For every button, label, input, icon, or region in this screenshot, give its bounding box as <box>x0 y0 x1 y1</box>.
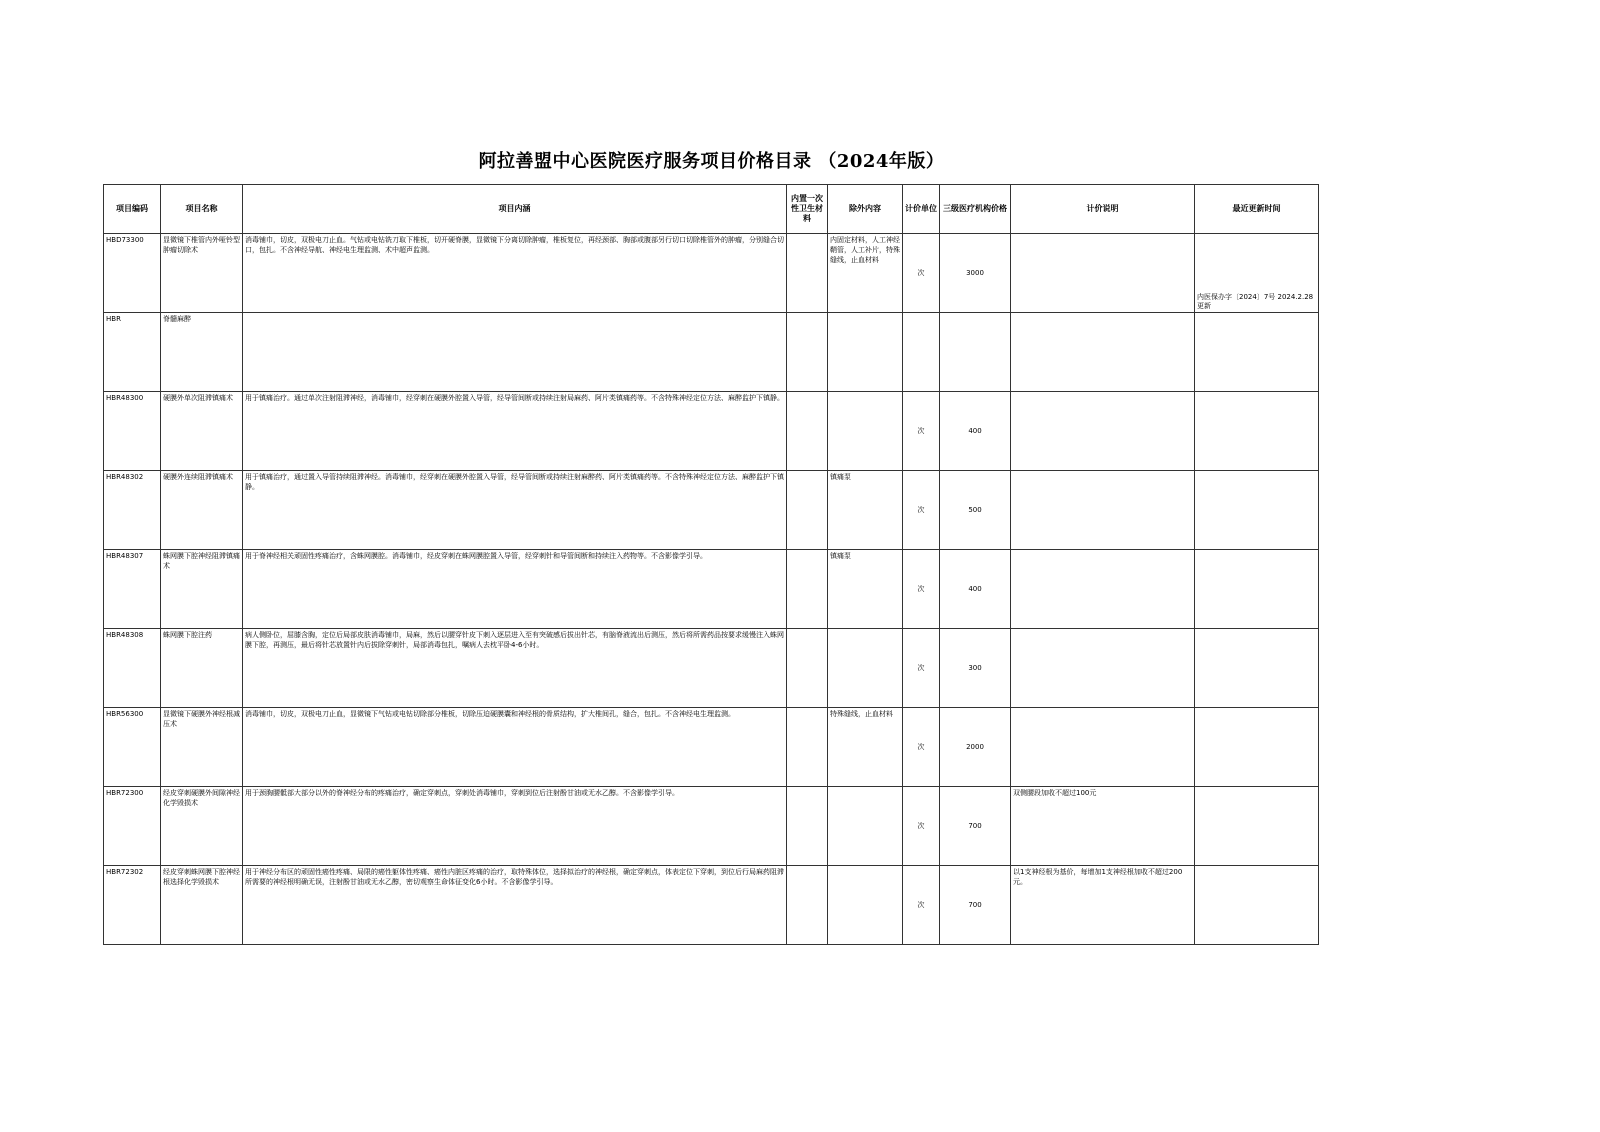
cell-updated <box>1195 313 1319 392</box>
cell-content: 用于镇痛治疗。通过单次注射阻滞神经，消毒铺巾，经穿刺在硬膜外腔置入导管，经导管间断或持续注射局麻药、阿片类镇痛药等。不含特殊神经定位方法、麻醉监护下镇静。 <box>243 392 787 471</box>
cell-note <box>1011 392 1195 471</box>
cell-content <box>243 313 787 392</box>
cell-price: 2000 <box>940 708 1011 787</box>
cell-unit <box>903 313 940 392</box>
cell-excluded: 镇痛泵 <box>828 550 903 629</box>
cell-unit: 次 <box>903 708 940 787</box>
cell-name: 蛛网膜下腔神经阻滞镇痛术 <box>161 550 243 629</box>
cell-price: 700 <box>940 787 1011 866</box>
cell-code: HBR48308 <box>104 629 161 708</box>
table-row <box>104 392 1319 471</box>
cell-price: 400 <box>940 392 1011 471</box>
cell-content: 病人侧卧位，屈膝含胸，定位后局部皮肤消毒铺巾，局麻，然后以腰穿针皮下刺入逐层进入至有突破感后拔出针芯，有脑脊液流出后测压，然后将所需药品按要求缓慢注入蛛网膜下腔，再测压，最后将针芯放置针内后拔除穿刺针，局部消毒包扎，嘱病人去枕平卧4-6小时。 <box>243 629 787 708</box>
page-title: 阿拉善盟中心医院医疗服务项目价格目录 （2024年版） <box>478 151 945 172</box>
table-header-row <box>104 185 1319 234</box>
cell-excluded <box>828 866 903 945</box>
cell-price <box>940 313 1011 392</box>
cell-note: 双侧腰段加收不超过100元 <box>1011 787 1195 866</box>
col-header-material: 内置一次性卫生材料 <box>787 185 828 234</box>
cell-note <box>1011 313 1195 392</box>
col-header-code: 项目编码 <box>104 185 161 234</box>
table-row <box>104 629 1319 708</box>
cell-unit: 次 <box>903 234 940 313</box>
cell-excluded: 内固定材料，人工神经鞘管，人工补片，特殊缝线，止血材料 <box>828 234 903 313</box>
cell-code: HBD73300 <box>104 234 161 313</box>
cell-name: 硬膜外连续阻滞镇痛术 <box>161 471 243 550</box>
cell-unit: 次 <box>903 471 940 550</box>
cell-code: HBR48307 <box>104 550 161 629</box>
table-row <box>104 234 1319 313</box>
cell-unit: 次 <box>903 629 940 708</box>
cell-note <box>1011 234 1195 313</box>
cell-unit: 次 <box>903 550 940 629</box>
cell-unit: 次 <box>903 787 940 866</box>
cell-price: 700 <box>940 866 1011 945</box>
table-row <box>104 471 1319 550</box>
cell-material <box>787 629 828 708</box>
cell-price: 500 <box>940 471 1011 550</box>
cell-updated <box>1195 866 1319 945</box>
cell-updated <box>1195 234 1319 313</box>
cell-updated <box>1195 708 1319 787</box>
cell-price: 3000 <box>940 234 1011 313</box>
cell-excluded <box>828 629 903 708</box>
cell-excluded: 镇痛泵 <box>828 471 903 550</box>
table-row <box>104 787 1319 866</box>
cell-material <box>787 866 828 945</box>
cell-unit: 次 <box>903 392 940 471</box>
cell-code: HBR <box>104 313 161 392</box>
cell-excluded <box>828 392 903 471</box>
col-header-name: 项目名称 <box>161 185 243 234</box>
cell-excluded <box>828 787 903 866</box>
cell-note <box>1011 629 1195 708</box>
cell-content: 用于镇痛治疗，通过置入导管持续阻滞神经。消毒铺巾，经穿刺在硬膜外腔置入导管，经导管间断或持续注射麻醉药、阿片类镇痛药等。不含特殊神经定位方法、麻醉监护下镇静。 <box>243 471 787 550</box>
cell-code: HBR48300 <box>104 392 161 471</box>
cell-updated <box>1195 787 1319 866</box>
cell-note: 以1支神经根为基价，每增加1支神经根加收不超过200元。 <box>1011 866 1195 945</box>
cell-name: 脊髓麻醉 <box>161 313 243 392</box>
cell-content: 用于神经分布区的顽固性癌性疼痛、局限的癌性躯体性疼痛、癌性内脏区疼痛的治疗，取特殊体位，选择拟治疗的神经根，确定穿刺点，体表定位下穿刺，到位后行局麻药阻滞所需要的神经根明确无误，注射酚甘油或无水乙醇，密切观察生命体征变化6小时。不含影像学引导。 <box>243 866 787 945</box>
cell-material <box>787 313 828 392</box>
col-header-excluded: 除外内容 <box>828 185 903 234</box>
col-header-content: 项目内涵 <box>243 185 787 234</box>
cell-material <box>787 787 828 866</box>
cell-material <box>787 708 828 787</box>
cell-code: HBR72300 <box>104 787 161 866</box>
cell-content: 用于颈胸腰骶部大部分以外的脊神经分布的疼痛治疗，确定穿刺点，穿刺处消毒铺巾，穿刺到位后注射酚甘油或无水乙醇。不含影像学引导。 <box>243 787 787 866</box>
cell-name: 经皮穿刺蛛网膜下腔神经根选择化学毁损术 <box>161 866 243 945</box>
cell-price: 300 <box>940 629 1011 708</box>
table-row <box>104 866 1319 945</box>
cell-code: HBR72302 <box>104 866 161 945</box>
cell-code: HBR56300 <box>104 708 161 787</box>
price-table <box>103 184 1319 945</box>
cell-updated <box>1195 392 1319 471</box>
cell-note <box>1011 550 1195 629</box>
cell-excluded <box>828 313 903 392</box>
cell-unit: 次 <box>903 866 940 945</box>
cell-code: HBR48302 <box>104 471 161 550</box>
table-row <box>104 550 1319 629</box>
cell-updated <box>1195 550 1319 629</box>
cell-name: 显微镜下椎管内外哑铃型肿瘤切除术 <box>161 234 243 313</box>
cell-note <box>1011 471 1195 550</box>
col-header-unit: 计价单位 <box>903 185 940 234</box>
cell-updated <box>1195 471 1319 550</box>
col-header-note: 计价说明 <box>1011 185 1195 234</box>
cell-material <box>787 392 828 471</box>
cell-name: 蛛网膜下腔注药 <box>161 629 243 708</box>
cell-content: 消毒铺巾，切皮，双极电刀止血。气钻或电钻铣刀取下椎板，切开硬脊膜，显微镜下分离切除肿瘤，椎板复位，再经颈部、胸部或腹部另行切口切除椎管外的肿瘤，分别缝合切口，包扎。不含神经导航、神经电生理监测、术中超声监测。 <box>243 234 787 313</box>
update-note: 内医保办字〔2024〕7号 2024.2.28更新 <box>1197 293 1314 310</box>
cell-updated <box>1195 629 1319 708</box>
cell-price: 400 <box>940 550 1011 629</box>
cell-name: 硬膜外单次阻滞镇痛术 <box>161 392 243 471</box>
cell-content: 用于脊神经相关顽固性疼痛治疗，含蛛网膜腔。消毒铺巾，经皮穿刺在蛛网膜腔置入导管，经穿刺针和导管间断和持续注入药物等。不含影像学引导。 <box>243 550 787 629</box>
cell-material <box>787 234 828 313</box>
cell-material <box>787 550 828 629</box>
cell-excluded: 特殊缝线，止血材料 <box>828 708 903 787</box>
table-row <box>104 708 1319 787</box>
cell-name: 经皮穿刺硬膜外间隙神经化学毁损术 <box>161 787 243 866</box>
col-header-updated: 最近更新时间 <box>1195 185 1319 234</box>
cell-content: 消毒铺巾，切皮，双极电刀止血，显微镜下气钻或电钻切除部分椎板，切除压迫硬膜囊和神经根的骨质结构，扩大椎间孔，缝合，包扎。不含神经电生理监测。 <box>243 708 787 787</box>
table-row <box>104 313 1319 392</box>
cell-material <box>787 471 828 550</box>
cell-name: 显微镜下硬膜外神经根减压术 <box>161 708 243 787</box>
col-header-price: 三级医疗机构价格 <box>940 185 1011 234</box>
cell-note <box>1011 708 1195 787</box>
